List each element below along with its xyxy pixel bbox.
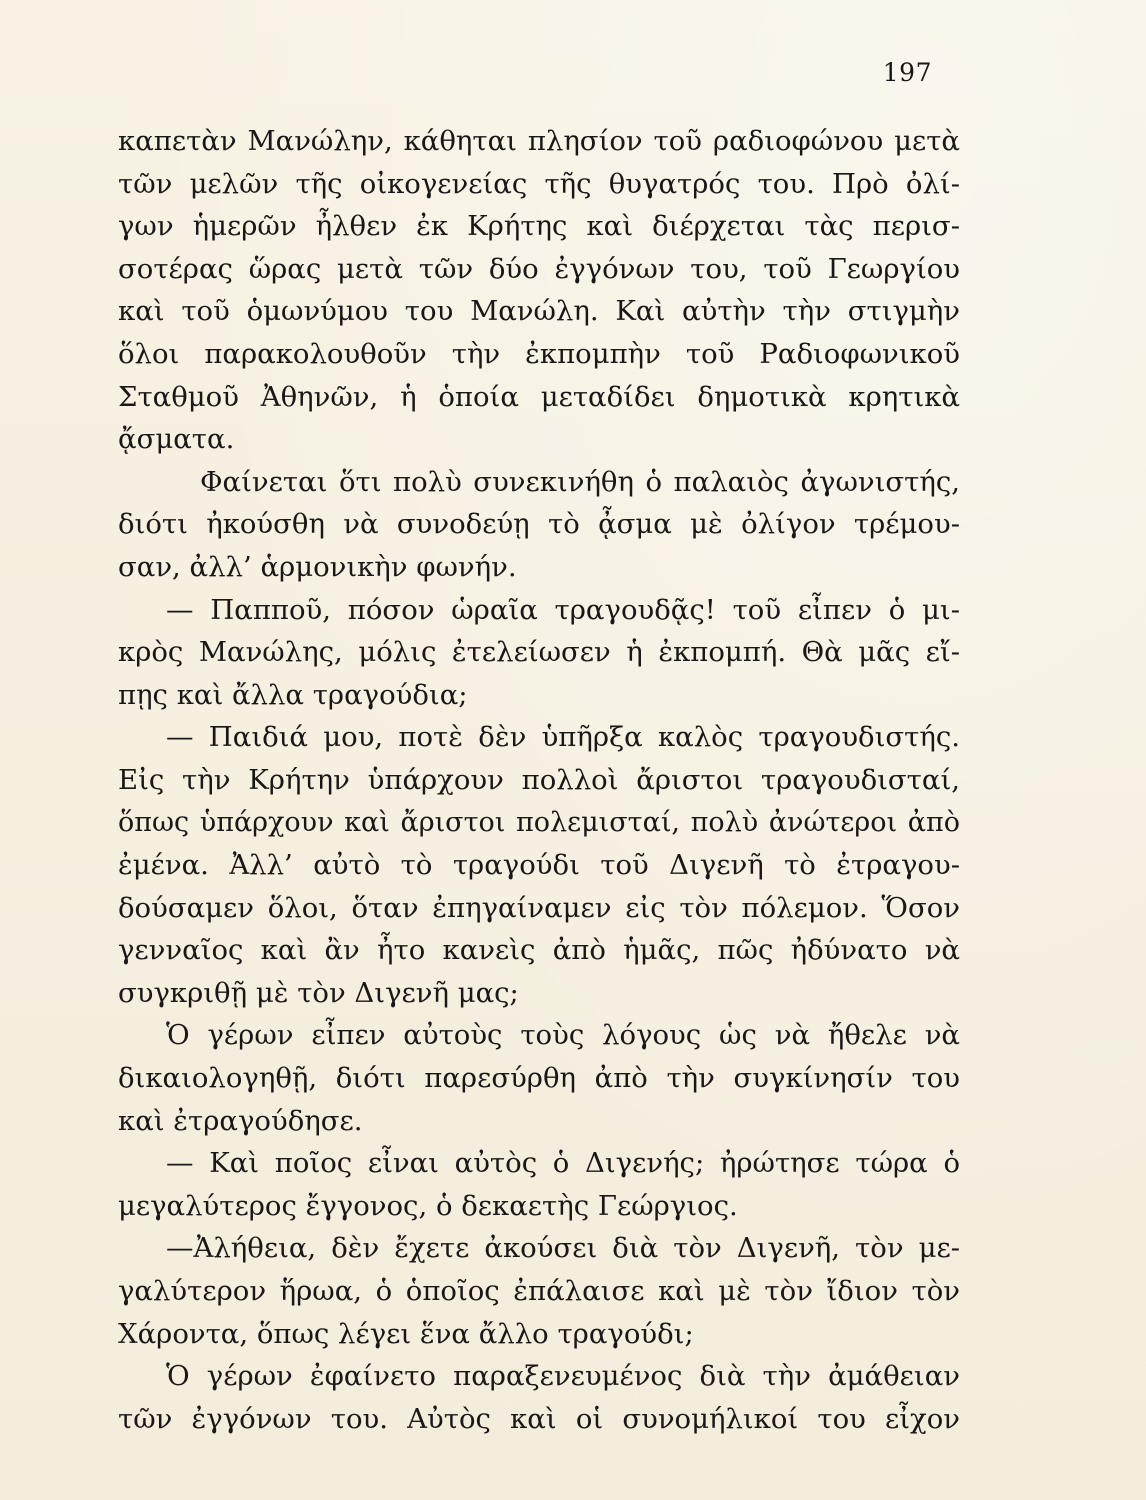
text-line: σοτέρας ὥρας μετὰ τῶν δύο ἐγγόνων του, τοῦ Γεωργίου (118, 252, 960, 285)
text-line: Φαίνεται ὅτι πολὺ συνεκινήθη ὁ παλαιὸς ἀγωνιστής, (200, 465, 960, 498)
text-line: γενναῖος καὶ ἂν ἦτο κανεὶς ἀπὸ ἡμᾶς, πῶς ἠδύνατο νὰ (118, 934, 960, 967)
text-line: τῶν μελῶν τῆς οἰκογενείας τῆς θυγατρός του. Πρὸ ὀλί- (118, 167, 960, 200)
text-line: Ὁ γέρων εἶπεν αὐτοὺς τοὺς λόγους ὡς νὰ ἤθελε νὰ (166, 1019, 960, 1052)
text-line: ἐμένα. Ἀλλ’ αὐτὸ τὸ τραγούδι τοῦ Διγενῆ τὸ ἐτραγου- (118, 849, 960, 882)
page-number: 197 (882, 58, 932, 87)
text-line: γων ἡμερῶν ἦλθεν ἐκ Κρήτης καὶ διέρχεται τὰς περισ- (118, 210, 960, 243)
text-line: συγκριθῇ μὲ τὸν Διγενῆ μας; (118, 976, 519, 1009)
text-line: κρὸς Μανώλης, μόλις ἐτελείωσεν ἡ ἐκπομπή. Θὰ μᾶς εἴ- (118, 636, 960, 669)
text-line: ὅλοι παρακολουθοῦν τὴν ἐκπομπὴν τοῦ Ραδιοφωνικοῦ (118, 337, 960, 370)
text-line: τῶν ἐγγόνων του. Αὐτὸς καὶ οἱ συνομήλικοί του εἶχον (118, 1402, 960, 1435)
text-line: μεγαλύτερος ἔγγονος, ὁ δεκαετὴς Γεώργιος. (118, 1189, 738, 1222)
text-line: ὅπως ὑπάρχουν καὶ ἄριστοι πολεμισταί, πολὺ ἀνώτεροι ἀπὸ (118, 806, 960, 838)
text-line: πῃς καὶ ἄλλα τραγούδια; (118, 678, 468, 711)
text-line: σαν, ἀλλ’ ἁρμονικὴν φωνήν. (118, 550, 517, 583)
text-line: — Καὶ ποῖος εἶναι αὐτὸς ὁ Διγενής; ἠρώτησε τώρα ὁ (166, 1147, 960, 1180)
text-line: γαλύτερον ἥρωα, ὁ ὁποῖος ἐπάλαισε καὶ μὲ τὸν ἴδιον τὸν (118, 1275, 960, 1308)
text-line: δικαιολογηθῇ, διότι παρεσύρθη ἀπὸ τὴν συγκίνησίν του (118, 1062, 960, 1095)
text-line: καπετὰν Μανώλην, κάθηται πλησίον τοῦ ραδιοφώνου μετὰ (118, 125, 960, 157)
text-line: καὶ ἐτραγούδησε. (118, 1104, 363, 1137)
text-line: διότι ἠκούσθη νὰ συνοδεύῃ τὸ ᾆσμα μὲ ὀλίγον τρέμου- (118, 508, 960, 541)
text-line: — Παπποῦ, πόσον ὡραῖα τραγουδᾷς! τοῦ εἶπεν ὁ μι- (166, 593, 960, 626)
text-line: Εἰς τὴν Κρήτην ὑπάρχουν πολλοὶ ἄριστοι τραγουδισταί, (118, 763, 960, 796)
text-line: —Ἀλήθεια, δὲν ἔχετε ἀκούσει διὰ τὸν Διγενῆ, τὸν με- (166, 1232, 960, 1265)
text-line: Σταθμοῦ Ἀθηνῶν, ἡ ὁποία μεταδίδει δημοτικὰ κρητικὰ (118, 380, 960, 413)
text-line: καὶ τοῦ ὁμωνύμου του Μανώλη. Καὶ αὐτὴν τὴν στιγμὴν (118, 295, 960, 328)
text-line: — Παιδιά μου, ποτὲ δὲν ὑπῆρξα καλὸς τραγουδιστής. (166, 721, 960, 754)
text-line: Χάροντα, ὅπως λέγει ἕνα ἄλλο τραγούδι; (118, 1317, 694, 1350)
text-line: δούσαμεν ὅλοι, ὅταν ἐπηγαίναμεν εἰς τὸν πόλεμον. Ὅσον (118, 891, 960, 924)
text-line: Ὁ γέρων ἐφαίνετο παραξενευμένος διὰ τὴν ἀμάθειαν (166, 1360, 960, 1393)
text-line: ᾄσματα. (118, 423, 235, 456)
body-text (118, 120, 960, 1440)
